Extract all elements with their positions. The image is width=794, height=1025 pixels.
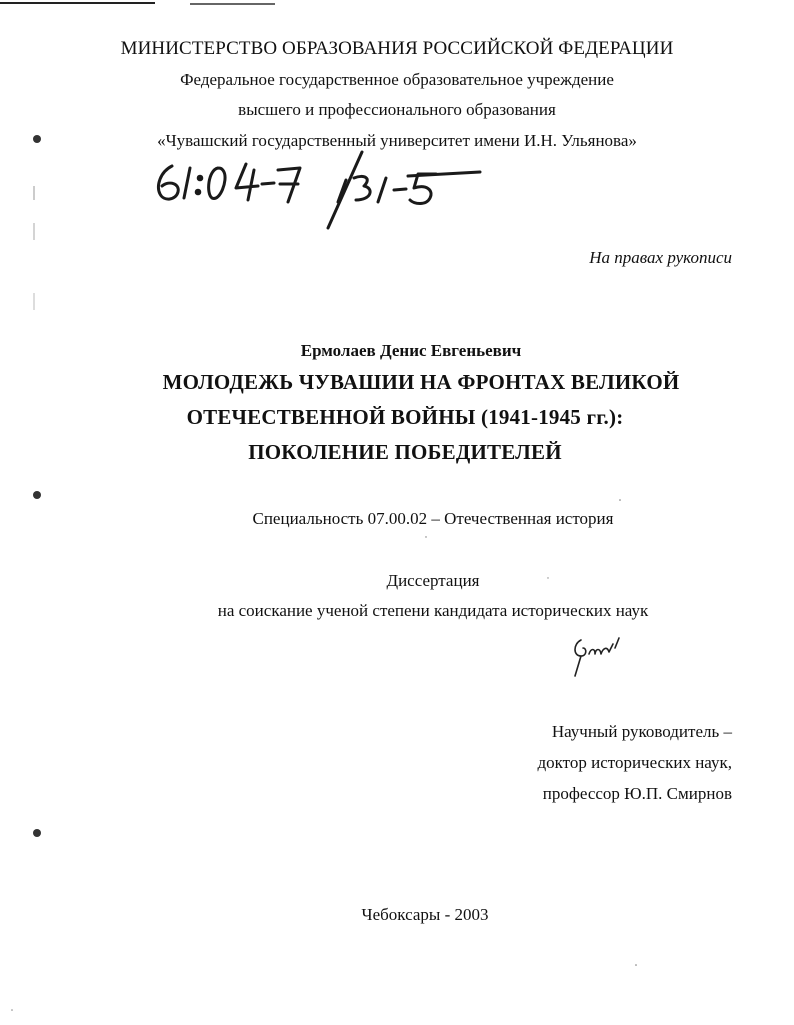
institution-level: высшего и профессионального образования <box>238 100 556 119</box>
title-line-2: ОТЕЧЕСТВЕННОЙ ВОЙНЫ (1941-1945 гг.): <box>186 405 624 429</box>
supervisor-degree: доктор исторических наук, <box>537 753 732 772</box>
manuscript-rights-note: На правах рукописи <box>589 248 732 267</box>
city-year: Чебоксары - 2003 <box>361 905 489 924</box>
specialty: Специальность 07.00.02 – Отечественная история <box>252 509 614 528</box>
work-type: Диссертация <box>386 571 480 590</box>
ministry-name: МИНИСТЕРСТВО ОБРАЗОВАНИЯ РОССИЙСКОЙ ФЕДЕРАЦИИ <box>120 38 674 59</box>
institution-type: Федеральное государственное образовательное учреждение <box>180 70 614 89</box>
title-line-3: ПОКОЛЕНИЕ ПОБЕДИТЕЛЕЙ <box>248 440 562 464</box>
degree-description: на соискание ученой степени кандидата исторических наук <box>217 601 649 620</box>
supervisor-role: Научный руководитель – <box>551 722 732 741</box>
supervisor-name: профессор Ю.П. Смирнов <box>542 784 732 803</box>
author-name: Ермолаев Денис Евгеньевич <box>300 341 522 360</box>
university-name: «Чувашский государственный университет имени И.Н. Ульянова» <box>157 131 637 150</box>
title-line-1: МОЛОДЕЖЬ ЧУВАШИИ НА ФРОНТАХ ВЕЛИКОЙ <box>162 370 680 394</box>
